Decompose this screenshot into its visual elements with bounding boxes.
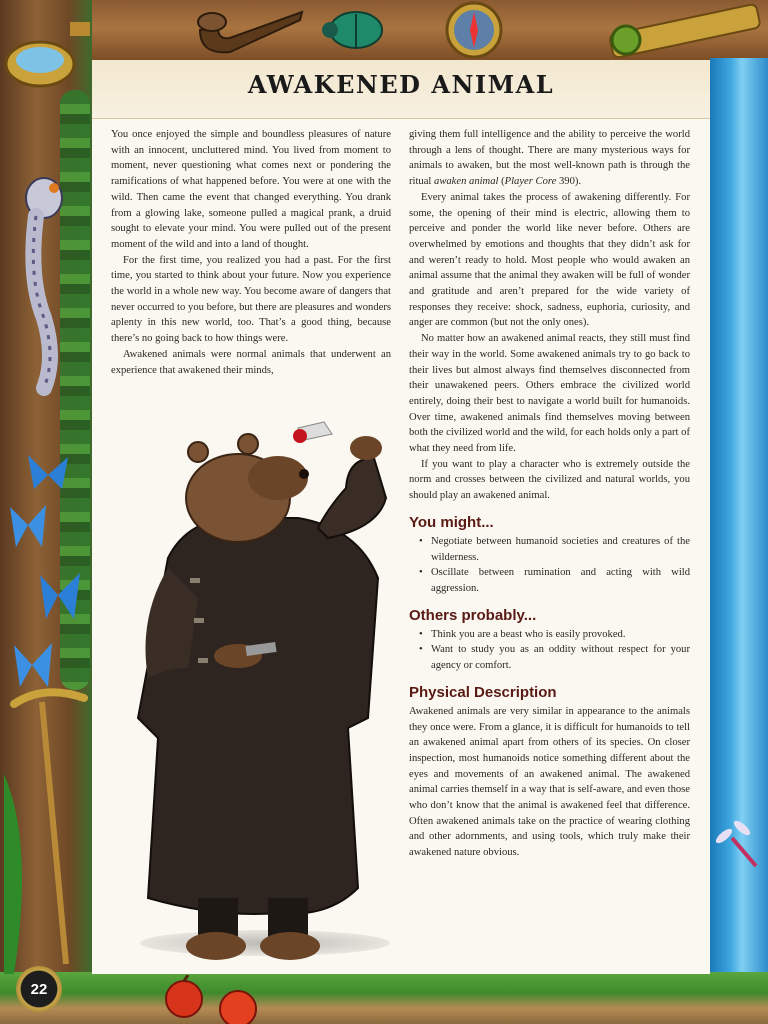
paragraph: No matter how an awakened animal reacts, they still must find their way in the world. Some awakened animals try to go back to their lives but almost always find themselves disconnected from their unawakened peers. Others embrace the civilized world entirely, doing their best to navigate a world built for humanoids. Over time, awakened animals find themselves moving between both the civilized world and the wild, for each holds only a part of what they need from life. <box>409 333 690 455</box>
paragraph: If you want to play a character who is extremely outside the norm and crosses between the civilized and natural worlds, you should play an awakened animal. <box>409 458 690 502</box>
beetle-icon <box>318 4 390 54</box>
dragonfly-icon <box>712 818 768 874</box>
paragraph: giving them full intelligence and the ability to perceive the world through a lens of thought. There are many mysterious ways for animals to awaken, but the most well-known path is through the ritual awaken animal (Player Core 390). <box>409 129 690 188</box>
book-reference: Player Core <box>504 176 557 188</box>
left-column <box>111 127 391 378</box>
pipe-icon <box>190 0 310 60</box>
butterfly-icon <box>8 455 88 695</box>
apple-icon <box>150 975 270 1024</box>
others-probably-heading: Others probably... <box>409 606 537 624</box>
right-column <box>409 127 690 861</box>
spyglass-icon <box>0 2 90 102</box>
paragraph: Awakened animals were normal animals that underwent an experience that awakened their minds, <box>111 348 391 376</box>
awakened-bear-illustration <box>128 418 400 978</box>
waterfall-border <box>710 58 768 1024</box>
compass-icon <box>440 0 510 62</box>
bottom-border <box>0 972 768 1024</box>
ritual-name: awaken animal <box>434 176 499 188</box>
others-probably-list <box>409 627 690 674</box>
list-item: • Want to study you as an oddity without respect for your agency or comfort. <box>431 642 690 673</box>
walking-staff-icon <box>4 684 94 974</box>
paragraph: Awakened animals are very similar in appearance to the animals they once were. From a glance, it is difficult for humanoids to tell an awakened animal apart from others of its species. On closer inspection, most humanoids notice something different about the eyes and movements of an awakened animal. The awakened animal carries themself in a way that is self-aware, and even those who don’t know that the animal is awakened feel that difference. Often awakened animals take on the practice of wearing clothing and other adornments, and using tools, which truly make their awakened nature obvious. <box>409 705 690 859</box>
physical-description-heading: Physical Description <box>409 683 557 701</box>
you-might-list <box>409 534 690 597</box>
paragraph: Every animal takes the process of awakening differently. For some, the opening of their mind is electric, allowing them to perceive and ponder the world like never before. Others are overwhelmed by emotions and thoughts that they didn’t ask for and weren’t ready to hold. Most people who would awaken an animal assume that the animal they awaken will be full of wonder and gratitude and aren’t prepared for the wide variety of responses they receive: shock, sadness, euphoria, curiosity, and anger are common (but not the only ones). <box>409 191 690 329</box>
lizard-icon <box>14 168 74 398</box>
list-item: • Negotiate between humanoid societies and creatures of the wilderness. <box>431 534 690 565</box>
page-title: AWAKENED ANIMAL <box>247 70 555 99</box>
paragraph: You once enjoyed the simple and boundless pleasures of nature with an innocent, uncluttered mind. You lived from moment to moment, never questioning what comes next or pondering the ramifications of what happened before. You were at one with the wild. Then came the event that changed everything. You drank from a glowing lake, someone pulled a magical prank, a druid sought to elevate your mind. You were pulled out of the present moment of the wild and into a land of thought. <box>111 129 391 250</box>
list-item: • Think you are a beast who is easily provoked. <box>431 627 690 643</box>
paragraph: For the first time, you realized you had a past. For the first time, you started to think about your future. Now you experience the world in a whole new way. You become aware of dangers that never occurred to you before, but there are pleasures and wonders aplenty in this new world, too. That’s a good thing, because there’s no going back to how things were. <box>111 254 391 345</box>
list-item: • Oscillate between rumination and acting with wild aggression. <box>431 565 690 596</box>
you-might-heading: You might... <box>409 513 494 531</box>
page-number: 22 <box>16 966 62 1012</box>
telescope-icon <box>600 0 768 60</box>
